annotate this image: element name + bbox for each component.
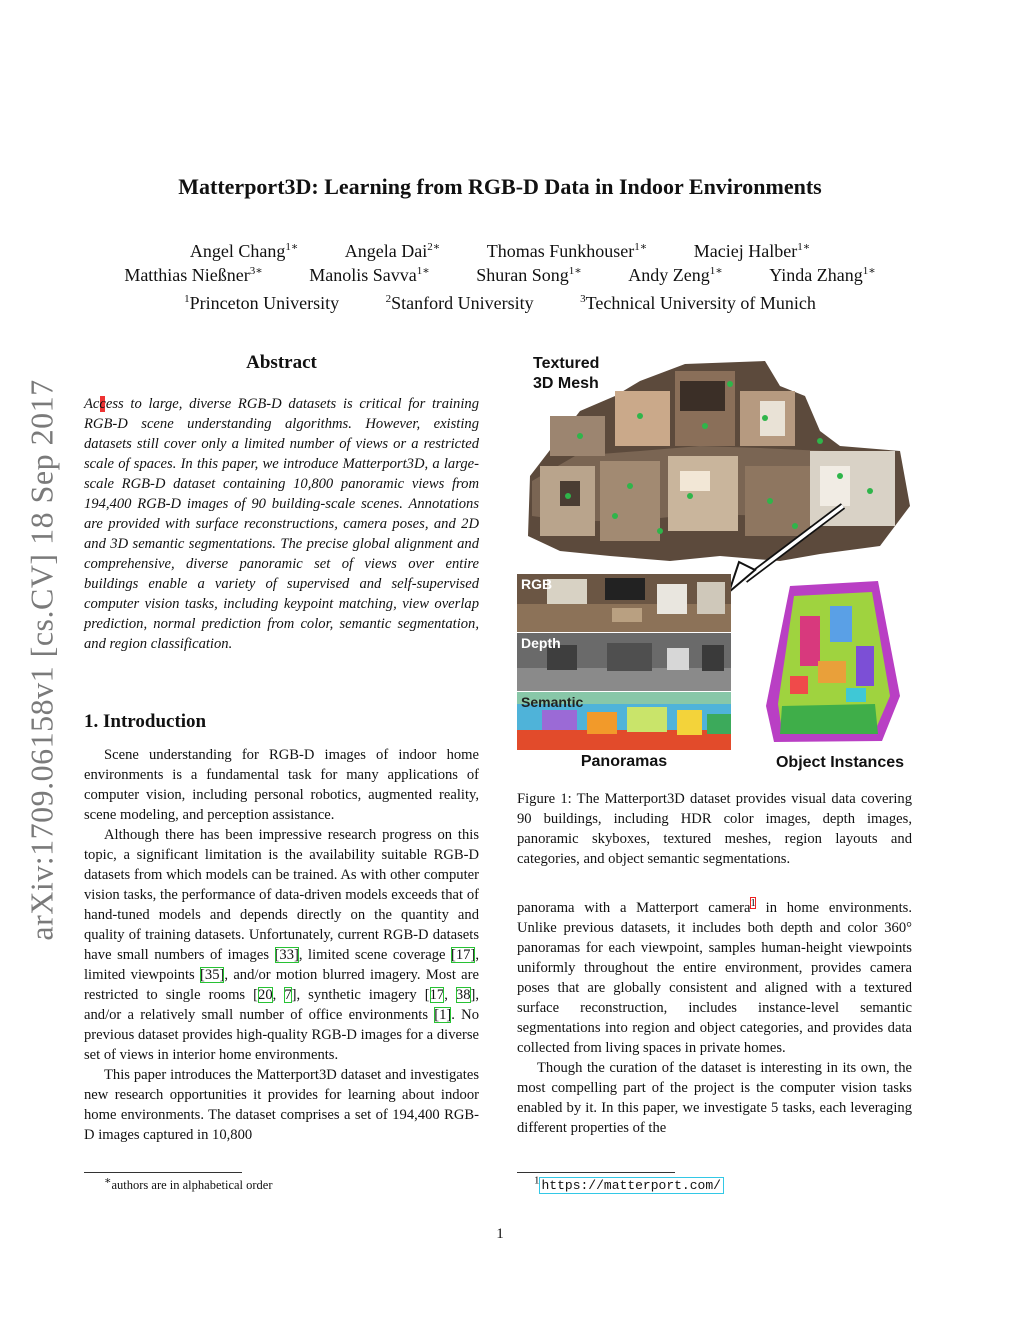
footnote-link[interactable]: 1 <box>750 897 756 910</box>
abstract-heading: Abstract <box>246 352 317 373</box>
citation-link[interactable]: 17 <box>429 987 445 1003</box>
affiliation: $^3$Technical University of Munich <box>580 293 816 313</box>
citation-link[interactable]: 20 <box>258 987 273 1003</box>
affiliation: $^1$Princeton University <box>184 293 340 313</box>
intro-body <box>84 745 479 1145</box>
footnote-url: $^1$ https://matterport.com/ <box>534 1174 721 1193</box>
citation-link[interactable]: [35] <box>200 967 225 983</box>
author: Andy Zeng$^{1∗}$ <box>628 265 723 285</box>
footnote-rule <box>84 1172 242 1173</box>
author: Shuran Song$^{1∗}$ <box>476 265 582 285</box>
footnote-authors: ∗authors are in alphabetical order <box>104 1174 273 1192</box>
arxiv-stamp: arXiv:1709.06158v1 [cs.CV] 18 Sep 2017 <box>23 379 60 941</box>
page-number: 1 <box>496 1226 504 1242</box>
intro-heading: 1. Introduction <box>84 711 207 732</box>
author: Thomas Funkhouser$^{1∗}$ <box>486 241 648 261</box>
textured-mesh-render <box>520 356 915 596</box>
label-textured-mesh: Textured 3D Mesh <box>533 355 600 392</box>
affiliation: $^2$Stanford University <box>385 293 534 313</box>
right-column-body <box>517 898 912 1138</box>
object-instances-render <box>760 576 910 748</box>
authors-row-2 <box>0 265 1000 286</box>
author: Angela Dai$^{2∗}$ <box>344 241 441 261</box>
citation-link[interactable]: 7 <box>284 987 292 1003</box>
intro-paragraph-3: This paper introduces the Matterport3D dataset and investigates new research opportunities it provides for learning about indoor home environments. The dataset comprises a set of 194,400 RGB-D images captured in 10,800 <box>84 1067 479 1143</box>
author: Manolis Savva$^{1∗}$ <box>309 265 430 285</box>
authors-row-1 <box>0 241 1000 262</box>
figure-caption: Figure 1: The Matterport3D dataset provides visual data covering 90 buildings, including HDR color images, depth images, panoramic skyboxes, textured meshes, region layouts and categories, and object semantic segmentations. <box>517 791 912 867</box>
label-rgb: RGB <box>521 576 553 592</box>
affiliations <box>0 293 1000 314</box>
citation-link[interactable]: 38 <box>455 987 471 1003</box>
author: Maciej Halber$^{1∗}$ <box>693 241 811 261</box>
author: Matthias Nießner$^{3∗}$ <box>124 265 263 285</box>
label-object-instances: Object Instances <box>775 754 905 771</box>
author: Angel Chang$^{1∗}$ <box>189 241 299 261</box>
citation-link[interactable]: [17] <box>451 947 476 963</box>
panorama-rgb <box>517 574 731 632</box>
intro-paragraph-1: Scene understanding for RGB-D images of indoor home environments is a fundamental task for many applications of computer vision, including personal robotics, augmented reality, scene modeling, and perception assistance. <box>84 747 479 823</box>
citation-link[interactable]: [1] <box>434 1007 452 1023</box>
citation-link[interactable]: [33] <box>274 947 299 963</box>
footnote-rule <box>517 1172 675 1173</box>
right-paragraph-1: panorama with a Matterport camera$^1$ in home environments. Unlike previous datasets, it includes both depth and color 360° panoramas for each viewpoint, samples human-height viewpoints uniformly throughout the entire environment, provides camera poses that are globally consistent and aligned with a textured surface reconstruction, includes instance-level semantic segmentations into region and object categories, and provides data collected from living spaces in private homes. <box>517 897 912 1056</box>
matterport-link[interactable]: https://matterport.com/ <box>541 1178 721 1193</box>
label-panoramas: Panoramas <box>580 753 668 770</box>
intro-paragraph-2: Although there has been impressive research progress on this topic, a significant limitation is the availability suitable RGB-D datasets from which models can be trained. As with other computer vision tasks, the performance of data-driven models exceeds that of hand-tuned models and depends directly on the quantity and quality of training datasets. Unfortunately, current RGB-D datasets have small numbers of images [33], limited scene coverage [17], limited viewpoints [35], and/or motion blurred imagery. Most are restricted to single rooms [20, 7], synthetic imagery [17, 38], and/or a relatively small number of office environments [1]. No previous dataset provides high-quality RGB-D images for a diverse set of views in interior home environments. <box>84 827 480 1063</box>
author: Yinda Zhang$^{1∗}$ <box>769 265 876 285</box>
panorama-semantic <box>517 692 731 750</box>
label-semantic: Semantic <box>521 694 584 710</box>
panorama-depth <box>517 633 731 691</box>
right-paragraph-2: Though the curation of the dataset is interesting in its own, the most compelling part of the project is the computer vision tasks enabled by it. In this paper, we investigate 5 tasks, each leveraging different properties of the <box>517 1060 912 1136</box>
abstract-text: Access to large, diverse RGB-D datasets is critical for training RGB-D scene understanding algorithms. However, existing datasets still cover only a limited number of views or a restricted scale of spaces. In this paper, we introduce Matterport3D, a large-scale RGB-D dataset containing 10,800 panoramic views from 194,400 RGB-D images of 90 building-scale scenes. Annotations are provided with surface reconstructions, camera poses, and 2D and 3D semantic segmentations. The precise global alignment and comprehensive, diverse panoramic set of views over entire buildings enable a variety of supervised and self-supervised computer vision tasks, including keypoint matching, view overlap prediction, normal prediction from color, semantic segmentation, and region classification. <box>84 396 479 652</box>
paper-title: Matterport3D: Learning from RGB-D Data in Indoor Environments <box>178 174 822 199</box>
label-depth: Depth <box>521 635 561 651</box>
